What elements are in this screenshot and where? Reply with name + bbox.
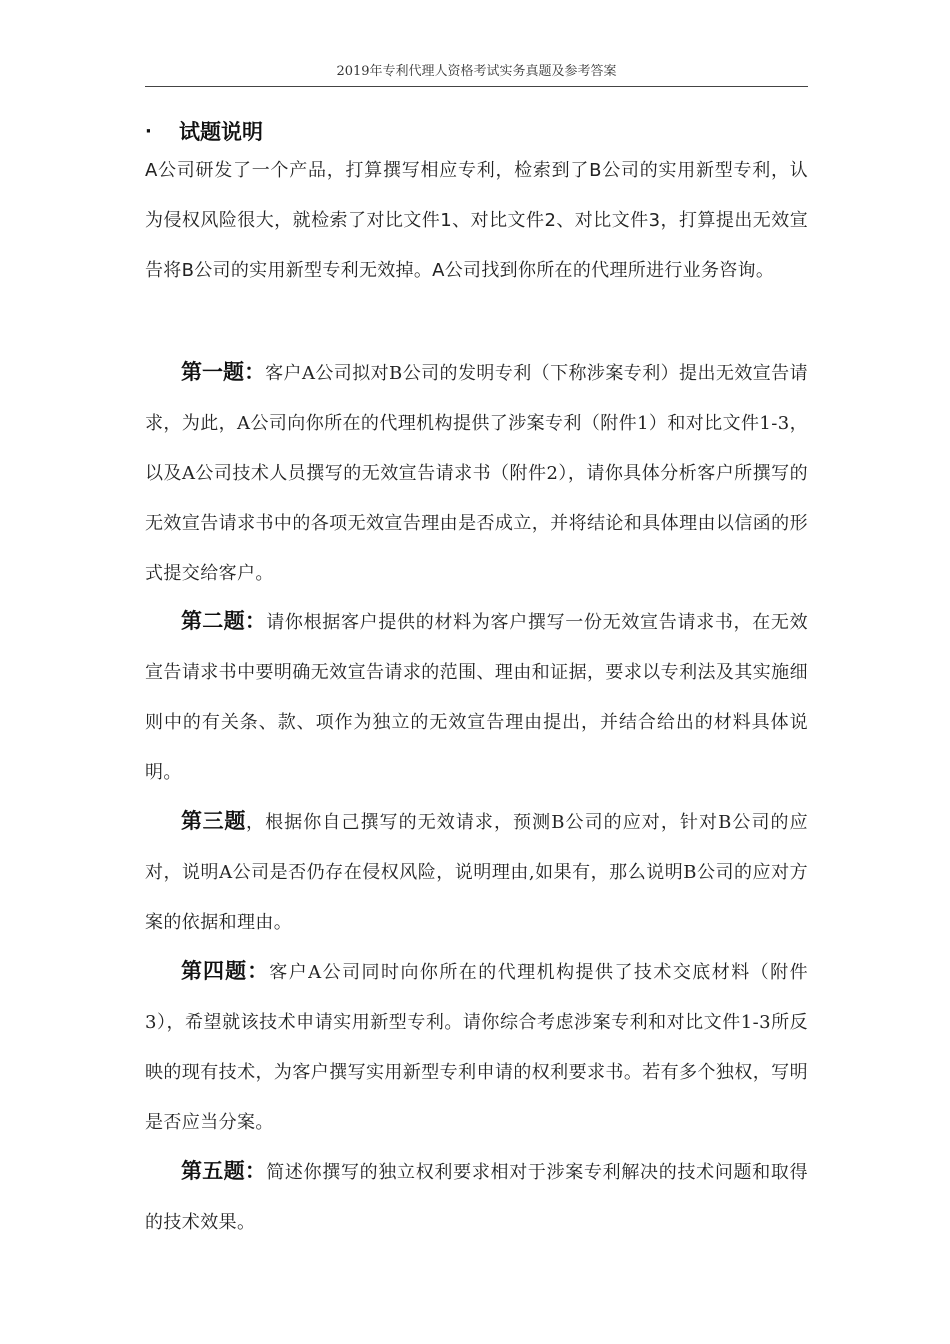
question-1-label: 第一题： <box>181 360 266 384</box>
intro-paragraph: A公司研发了一个产品，打算撰写相应专利，检索到了B公司的实用新型专利，认为侵权风险很大，就检索了对比文件1、对比文件2、对比文件3，打算提出无效宣告将B公司的实用新型专利无效掉。A公司找到你所在的代理所进行业务咨询。 <box>145 160 808 281</box>
question-3-text: ，根据你自己撰写的无效请求，预测B公司的应对，针对B公司的应对，说明A公司是否仍存在侵权风险，说明理由,如果有，那么说明B公司的应对方案的依据和理由。 <box>145 812 809 933</box>
question-2 <box>145 596 808 798</box>
question-1-text: 客户A公司拟对B公司的发明专利（下称涉案专利）提出无效宣告请求，为此，A公司向你所在的代理机构提供了涉案专利（附件1）和对比文件1-3，以及A公司技术人员撰写的无效宣告请求书（附件2），请你具体分析客户所撰写的无效宣告请求书中的各项无效宣告理由是否成立，并将结论和具体理由以信函的形式提交给客户。 <box>145 363 808 584</box>
question-5-label: 第五题： <box>181 1159 267 1183</box>
question-2-label: 第二题： <box>181 609 267 633</box>
page-header: 2019年专利代理人资格考试实务真题及参考答案 <box>336 64 617 79</box>
question-4-label: 第四题： <box>181 959 270 983</box>
question-2-text: 请你根据客户提供的材料为客户撰写一份无效宣告请求书，在无效宣告请求书中要明确无效宣告请求的范围、理由和证据，要求以专利法及其实施细则中的有关条、款、项作为独立的无效宣告理由提出，并结合给出的材料具体说明。 <box>145 612 809 783</box>
question-3 <box>145 796 808 948</box>
question-1 <box>145 347 808 599</box>
question-4 <box>145 946 808 1148</box>
question-3-label: 第三题 <box>181 809 247 833</box>
question-5 <box>145 1146 808 1248</box>
header-divider <box>145 86 808 87</box>
section-title: 试题说明 <box>179 120 263 144</box>
question-5-text: 简述你撰写的独立权利要求相对于涉案专利解决的技术问题和取得的技术效果。 <box>145 1162 809 1233</box>
bullet-icon: · <box>145 121 152 142</box>
question-4-text: 客户A公司同时向你所在的代理机构提供了技术交底材料（附件3），希望就该技术申请实用新型专利。请你综合考虑涉案专利和对比文件1-3所反映的现有技术，为客户撰写实用新型专利申请的权利要求书。若有多个独权，写明是否应当分案。 <box>145 962 808 1133</box>
section-heading <box>145 114 263 150</box>
